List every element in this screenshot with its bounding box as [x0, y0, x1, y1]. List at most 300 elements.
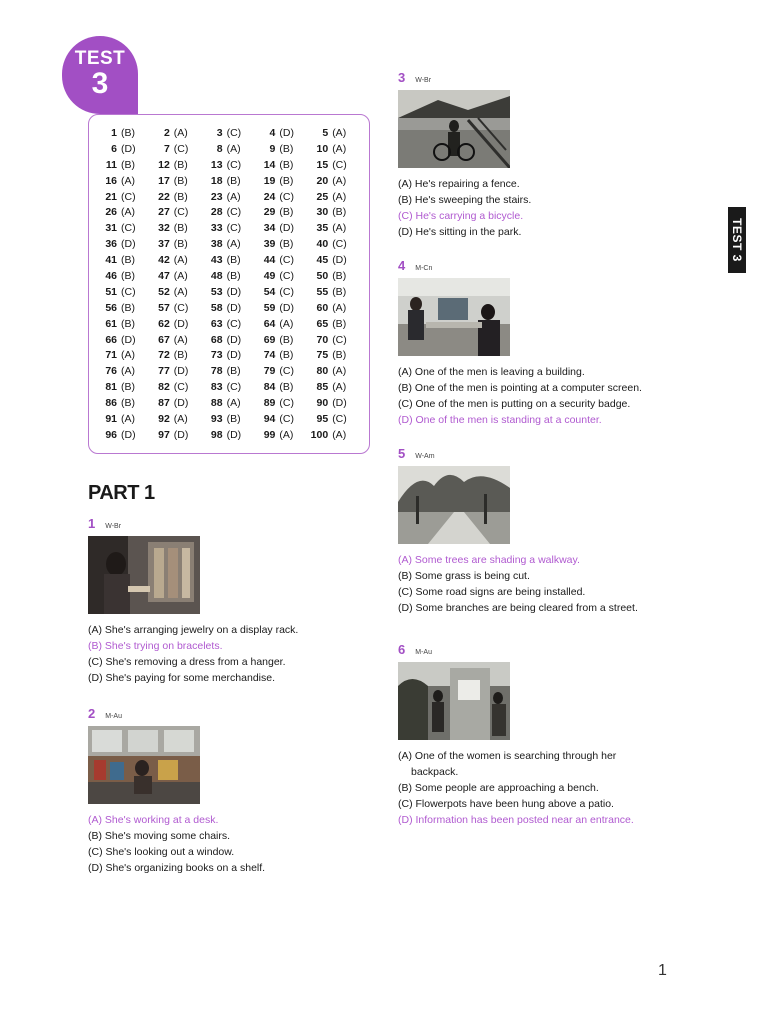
answer-key-answer: (A) [121, 412, 135, 425]
option-c: (C) One of the men is putting on a security badge. [398, 398, 631, 410]
answer-key-row [97, 157, 361, 173]
answer-key-cell [150, 381, 203, 393]
answer-key-answer: (C) [173, 381, 189, 394]
option-a: (A) She's arranging jewelry on a display rack. [88, 624, 299, 636]
option-b: (B) She's moving some chairs. [88, 830, 231, 842]
answer-key-answer: (C) [279, 365, 294, 378]
answer-key-number: 86 [105, 397, 117, 410]
answer-key-row [97, 300, 361, 316]
answer-key-answer: (B) [121, 126, 135, 139]
answer-key-number: 100 [310, 428, 329, 441]
answer-key-answer: (B) [279, 381, 294, 394]
answer-key-number: 26 [105, 206, 117, 219]
option-b-correct: (B) She's trying on bracelets. [88, 640, 223, 652]
option-c: (C) Some road signs are being installed. [398, 586, 586, 598]
answer-key-number: 22 [158, 190, 170, 203]
answer-key-number: 47 [158, 269, 170, 282]
answer-key-cell [203, 302, 256, 314]
question-speaker: W-Br [105, 523, 122, 530]
answer-key-number: 67 [158, 333, 170, 346]
answer-key-cell [308, 318, 361, 330]
answer-key-cell [308, 127, 361, 139]
answer-key-answer: (B) [173, 158, 188, 171]
answer-key-cell [308, 175, 361, 187]
answer-key-number: 51 [105, 285, 117, 298]
answer-key-row [97, 141, 361, 157]
answer-key-number: 90 [316, 397, 329, 410]
answer-key-answer: (D) [279, 301, 294, 314]
answer-key-cell [255, 286, 308, 298]
answer-key-row [97, 363, 361, 379]
answer-key-number: 13 [210, 158, 223, 171]
answer-key-cell [308, 270, 361, 282]
answer-key-row [97, 411, 361, 427]
question-4 [398, 258, 642, 428]
answer-key-answer: (A) [226, 397, 241, 410]
answer-key-cell [203, 429, 256, 441]
answer-key-cell [255, 127, 308, 139]
answer-key-number: 7 [163, 142, 170, 155]
answer-key-answer: (B) [173, 222, 188, 235]
answer-options [88, 622, 298, 686]
answer-key-cell [308, 159, 361, 171]
question-1 [88, 516, 298, 686]
answer-key-answer: (B) [121, 397, 135, 410]
answer-key-cell [150, 191, 203, 203]
answer-key-answer: (B) [279, 174, 294, 187]
option-d: (D) She's organizing books on a shelf. [88, 862, 266, 874]
answer-key-number: 54 [263, 285, 276, 298]
answer-key-cell [97, 127, 150, 139]
question-number: 2 [88, 706, 96, 721]
answer-key-answer: (B) [226, 174, 241, 187]
answer-key-cell [308, 429, 361, 441]
answer-key-row [97, 284, 361, 300]
answer-key-number: 37 [158, 238, 170, 251]
answer-key-number: 21 [105, 190, 117, 203]
answer-key-row [97, 125, 361, 141]
answer-key-number: 46 [105, 269, 117, 282]
answer-key-number: 89 [263, 397, 276, 410]
answer-key-answer: (A) [121, 206, 135, 219]
answer-key-answer: (C) [332, 238, 347, 251]
option-a-correct: (A) Some trees are shading a walkway. [398, 554, 580, 566]
answer-key-cell [308, 365, 361, 377]
answer-key-answer: (B) [173, 174, 188, 187]
answer-key-cell [97, 429, 150, 441]
option-c: (C) She's looking out a window. [88, 846, 235, 858]
answer-key-number: 73 [210, 349, 223, 362]
answer-key-cell [308, 413, 361, 425]
answer-key-number: 39 [263, 238, 276, 251]
answer-key-answer: (B) [279, 158, 294, 171]
answer-key-row [97, 379, 361, 395]
question-number: 3 [398, 70, 406, 85]
question-2 [88, 706, 265, 876]
answer-key-number: 85 [316, 381, 329, 394]
answer-key-row [97, 252, 361, 268]
answer-key-number: 32 [158, 222, 170, 235]
answer-key-answer: (D) [173, 428, 189, 441]
answer-key-cell [203, 159, 256, 171]
answer-key-cell [150, 413, 203, 425]
test-badge-number: 3 [91, 67, 109, 100]
answer-key-number: 75 [316, 349, 329, 362]
answer-key-number: 4 [269, 126, 276, 139]
answer-key-number: 72 [158, 349, 170, 362]
answer-key-number: 44 [263, 254, 276, 267]
option-a: (A) He's repairing a fence. [398, 178, 520, 190]
answer-key-number: 74 [263, 349, 276, 362]
answer-key-row [97, 427, 361, 443]
answer-key-row [97, 204, 361, 220]
option-a-continuation: backpack. [411, 766, 459, 778]
answer-key-number: 92 [158, 412, 170, 425]
answer-key-number: 49 [263, 269, 276, 282]
answer-key-number: 20 [316, 174, 329, 187]
answer-key-answer: (B) [226, 412, 241, 425]
answer-key-answer: (B) [226, 269, 241, 282]
answer-key-cell [255, 254, 308, 266]
answer-key-cell [150, 143, 203, 155]
answer-key-number: 64 [263, 317, 276, 330]
answer-key-cell [150, 206, 203, 218]
answer-key-number: 66 [105, 333, 117, 346]
answer-key-answer: (A) [173, 285, 188, 298]
question-6 [398, 642, 634, 828]
answer-key-number: 10 [316, 142, 329, 155]
answer-key-cell [203, 334, 256, 346]
answer-key-number: 93 [210, 412, 223, 425]
answer-key-number: 52 [158, 285, 170, 298]
answer-key-cell [308, 286, 361, 298]
answer-key-answer: (B) [173, 238, 188, 251]
option-a [398, 748, 634, 780]
answer-key-row [97, 220, 361, 236]
answer-key-cell [97, 143, 150, 155]
answer-key-cell [308, 397, 361, 409]
answer-key-answer: (B) [279, 238, 294, 251]
answer-key-cell [308, 238, 361, 250]
answer-key-number: 3 [216, 126, 223, 139]
answer-key-answer: (C) [332, 158, 347, 171]
option-d-correct: (D) Information has been posted near an entrance. [398, 814, 634, 826]
answer-key-number: 38 [210, 238, 223, 251]
answer-key-answer: (C) [121, 222, 136, 235]
answer-key-answer: (B) [121, 317, 135, 330]
answer-key-answer: (C) [173, 142, 189, 155]
answer-key-number: 79 [263, 365, 276, 378]
question-speaker: M-Au [415, 649, 432, 656]
answer-key-answer: (C) [226, 158, 242, 171]
answer-key-cell [150, 127, 203, 139]
answer-key-cell [203, 365, 256, 377]
option-b: (B) He's sweeping the stairs. [398, 194, 532, 206]
answer-key-cell [255, 429, 308, 441]
answer-key-row [97, 347, 361, 363]
answer-key-cell [97, 334, 150, 346]
answer-key-number: 12 [158, 158, 170, 171]
answer-key-answer: (D) [121, 142, 136, 155]
answer-key-answer: (A) [332, 142, 347, 155]
answer-key-cell [150, 302, 203, 314]
answer-key-number: 11 [105, 158, 117, 171]
answer-key-cell [203, 238, 256, 250]
answer-key-number: 42 [158, 254, 170, 267]
answer-options [398, 552, 638, 616]
answer-key-cell [97, 175, 150, 187]
answer-key-number: 68 [210, 333, 223, 346]
answer-key-answer: (C) [279, 412, 294, 425]
answer-key-number: 41 [105, 254, 117, 267]
answer-key-number: 62 [158, 317, 170, 330]
answer-key-number: 78 [210, 365, 223, 378]
answer-key-cell [97, 349, 150, 361]
question-number: 5 [398, 446, 406, 461]
answer-key-cell [308, 334, 361, 346]
answer-key-cell [203, 175, 256, 187]
answer-key-number: 70 [316, 333, 329, 346]
answer-key-cell [150, 397, 203, 409]
answer-key-answer: (A) [121, 365, 135, 378]
answer-key-answer: (A) [332, 126, 347, 139]
answer-key-cell [255, 349, 308, 361]
answer-key-cell [150, 334, 203, 346]
answer-key-answer: (A) [226, 190, 241, 203]
answer-key-row [97, 268, 361, 284]
answer-key-cell [150, 254, 203, 266]
answer-key-answer: (B) [226, 254, 241, 267]
option-a-correct: (A) She's working at a desk. [88, 814, 219, 826]
answer-key-row [97, 189, 361, 205]
answer-key-number: 63 [210, 317, 223, 330]
answer-key-answer: (A) [279, 428, 294, 441]
answer-options [88, 812, 265, 876]
answer-key-cell [97, 302, 150, 314]
answer-key-cell [308, 349, 361, 361]
answer-key-number: 16 [105, 174, 117, 187]
question-speaker: M-Cn [415, 265, 433, 272]
answer-key-cell [203, 254, 256, 266]
option-d: (D) He's sitting in the park. [398, 226, 522, 238]
answer-key-answer: (B) [173, 190, 188, 203]
answer-key-answer: (C) [121, 190, 136, 203]
answer-key-cell [203, 413, 256, 425]
question-photo [398, 90, 510, 168]
option-a-text: (A) One of the women is searching through her [398, 750, 617, 762]
answer-key-answer: (D) [226, 349, 242, 362]
answer-key-answer: (A) [173, 126, 188, 139]
answer-key-number: 55 [316, 285, 329, 298]
answer-key-answer: (C) [279, 254, 294, 267]
answer-key-answer: (D) [279, 222, 294, 235]
answer-key-answer: (A) [332, 174, 347, 187]
answer-key-number: 98 [210, 428, 223, 441]
answer-options [398, 364, 642, 428]
answer-key-number: 1 [111, 126, 117, 139]
question-photo [398, 466, 510, 544]
answer-key-cell [255, 191, 308, 203]
answer-key-cell [150, 365, 203, 377]
answer-key-cell [203, 143, 256, 155]
answer-key-cell [97, 318, 150, 330]
answer-key-cell [203, 381, 256, 393]
answer-key-answer: (B) [332, 269, 347, 282]
answer-key-answer: (B) [279, 349, 294, 362]
answer-key-answer: (C) [332, 333, 347, 346]
answer-key-answer: (D) [173, 397, 189, 410]
answer-key-answer: (C) [279, 190, 294, 203]
answer-key-number: 9 [269, 142, 276, 155]
answer-key-number: 28 [210, 206, 223, 219]
answer-key-number: 40 [316, 238, 329, 251]
answer-key-answer: (A) [332, 428, 347, 441]
answer-key-answer: (C) [226, 126, 242, 139]
answer-key-answer: (B) [226, 365, 241, 378]
answer-key-number: 29 [263, 206, 276, 219]
option-d: (D) Some branches are being cleared from a street. [398, 602, 638, 614]
answer-key-cell [97, 286, 150, 298]
answer-key-number: 33 [210, 222, 223, 235]
answer-key-row [97, 173, 361, 189]
answer-key-answer: (A) [332, 365, 347, 378]
answer-key-cell [150, 159, 203, 171]
answer-key-number: 58 [210, 301, 223, 314]
answer-key-answer: (B) [332, 349, 347, 362]
answer-key-cell [97, 222, 150, 234]
answer-key-number: 34 [263, 222, 276, 235]
answer-key-cell [203, 318, 256, 330]
answer-key-answer: (D) [226, 428, 242, 441]
answer-key-answer: (D) [121, 238, 136, 251]
answer-key-cell [255, 397, 308, 409]
answer-key-answer: (C) [332, 412, 347, 425]
answer-key-answer: (B) [279, 206, 294, 219]
answer-key-answer: (D) [226, 301, 242, 314]
option-c-correct: (C) He's carrying a bicycle. [398, 210, 524, 222]
answer-key-number: 5 [322, 126, 329, 139]
answer-key-cell [150, 222, 203, 234]
answer-key-cell [203, 397, 256, 409]
answer-key-number: 60 [316, 301, 329, 314]
answer-key-answer: (A) [173, 254, 188, 267]
answer-key-number: 65 [316, 317, 329, 330]
answer-key-cell [97, 159, 150, 171]
answer-key-number: 57 [158, 301, 170, 314]
answer-key-number: 18 [210, 174, 223, 187]
answer-key-answer: (A) [173, 269, 188, 282]
answer-key-answer: (C) [279, 285, 294, 298]
answer-key-cell [308, 302, 361, 314]
answer-key-cell [203, 286, 256, 298]
answer-key-answer: (C) [226, 206, 242, 219]
answer-key-answer: (A) [226, 238, 241, 251]
answer-key-cell [97, 270, 150, 282]
answer-key-row [97, 236, 361, 252]
option-b: (B) Some people are approaching a bench. [398, 782, 599, 794]
answer-key-number: 80 [316, 365, 329, 378]
question-number: 1 [88, 516, 96, 531]
answer-key-cell [255, 334, 308, 346]
answer-key-number: 97 [158, 428, 170, 441]
answer-key-answer: (B) [332, 206, 347, 219]
answer-key-number: 69 [263, 333, 276, 346]
answer-key-cell [150, 318, 203, 330]
answer-key-cell [97, 238, 150, 250]
answer-key-number: 36 [105, 238, 117, 251]
question-5 [398, 446, 638, 616]
option-b: (B) One of the men is pointing at a computer screen. [398, 382, 642, 394]
answer-key-cell [150, 429, 203, 441]
option-d: (D) She's paying for some merchandise. [88, 672, 276, 684]
answer-key-answer: (A) [121, 174, 135, 187]
answer-key-number: 43 [210, 254, 223, 267]
question-speaker: W-Br [415, 77, 432, 84]
answer-key-cell [255, 302, 308, 314]
answer-key-answer: (A) [332, 301, 347, 314]
answer-key-number: 6 [111, 142, 117, 155]
answer-key-number: 14 [263, 158, 276, 171]
question-photo [398, 278, 510, 356]
answer-key-cell [255, 143, 308, 155]
answer-key-answer: (A) [121, 349, 135, 362]
test-badge-label: TEST [74, 48, 126, 69]
answer-key-cell [255, 238, 308, 250]
answer-key-number: 91 [105, 412, 117, 425]
answer-key-number: 19 [263, 174, 276, 187]
answer-key-number: 94 [263, 412, 276, 425]
answer-key-cell [97, 191, 150, 203]
answer-key-row [97, 395, 361, 411]
answer-key-number: 15 [316, 158, 329, 171]
answer-key-answer: (A) [332, 222, 347, 235]
answer-key-number: 76 [105, 365, 117, 378]
answer-key-row [97, 332, 361, 348]
answer-key-answer: (D) [121, 428, 136, 441]
question-number: 6 [398, 642, 406, 657]
answer-key-number: 84 [263, 381, 276, 394]
answer-key-answer: (B) [121, 158, 135, 171]
answer-key-answer: (B) [279, 142, 294, 155]
answer-key-cell [255, 365, 308, 377]
answer-key-number: 59 [263, 301, 276, 314]
answer-key-answer: (B) [332, 285, 347, 298]
answer-key-answer: (D) [226, 333, 242, 346]
answer-key-answer: (B) [279, 333, 294, 346]
answer-key-number: 83 [210, 381, 223, 394]
answer-key-grid [97, 125, 361, 443]
answer-key-row [97, 316, 361, 332]
answer-key-answer: (D) [332, 397, 347, 410]
answer-key-cell [150, 270, 203, 282]
question-3 [398, 70, 531, 240]
answer-key-cell [203, 270, 256, 282]
answer-key-number: 56 [105, 301, 117, 314]
answer-options [398, 748, 634, 828]
answer-key-answer: (D) [226, 285, 242, 298]
answer-key-answer: (A) [173, 333, 188, 346]
question-photo [398, 662, 510, 740]
answer-key-number: 99 [263, 428, 276, 441]
answer-key-number: 2 [163, 126, 170, 139]
answer-key-number: 48 [210, 269, 223, 282]
answer-key-cell [203, 206, 256, 218]
answer-key-cell [150, 238, 203, 250]
answer-key-cell [150, 175, 203, 187]
option-c: (C) She's removing a dress from a hanger. [88, 656, 286, 668]
option-a: (A) One of the men is leaving a building. [398, 366, 585, 378]
answer-key-answer: (A) [173, 412, 188, 425]
